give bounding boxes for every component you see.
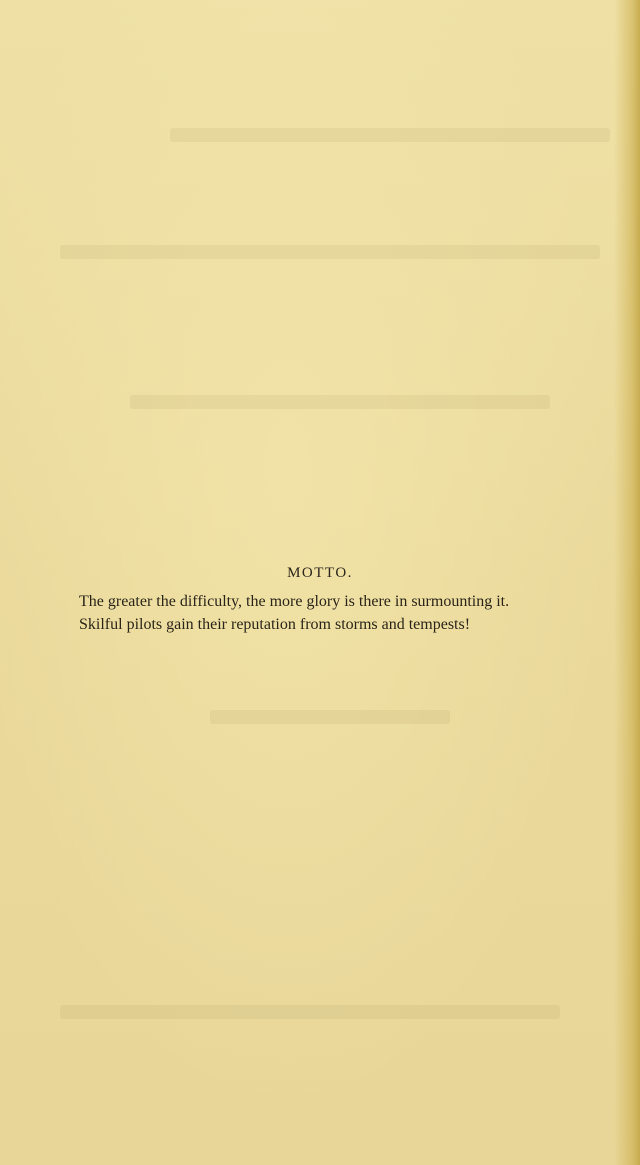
motto-heading: MOTTO.	[287, 565, 353, 581]
motto-body	[79, 590, 629, 636]
bleed-through-shadow	[170, 128, 610, 142]
bleed-through-shadow	[60, 245, 600, 259]
bleed-through-shadow	[210, 710, 450, 724]
motto-line-1: The greater the difficulty, the more glory is there in surmounting it.	[79, 593, 510, 610]
motto-line-2: Skilful pilots gain their reputation from storms and tempests!	[79, 616, 471, 633]
bleed-through-shadow	[60, 1005, 560, 1019]
bleed-through-shadow	[130, 395, 550, 409]
